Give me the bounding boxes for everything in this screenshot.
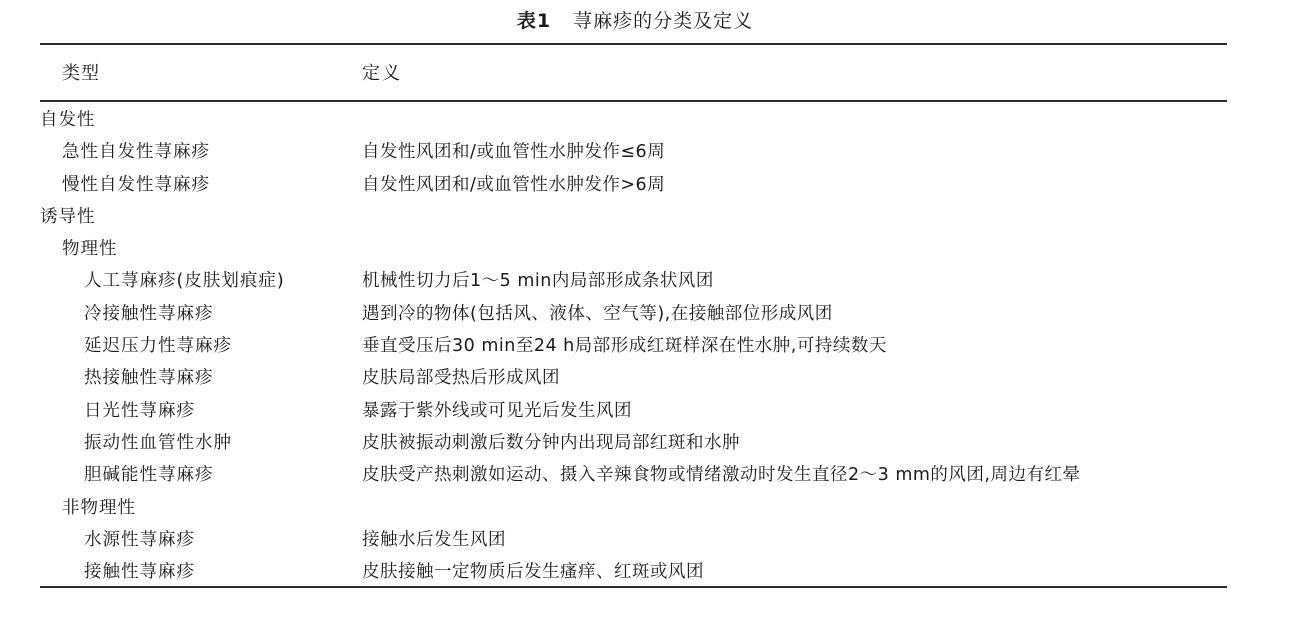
table-row <box>0 330 1310 362</box>
row-type: 诱导性 <box>40 206 96 227</box>
row-definition: 接触水后发生风团 <box>362 529 506 550</box>
row-definition: 自发性风团和/或血管性水肿发作≤6周 <box>362 142 666 163</box>
row-type: 急性自发性荨麻疹 <box>62 142 210 163</box>
table-row <box>0 459 1310 491</box>
row-definition: 机械性切力后1～5 min内局部形成条状风团 <box>362 271 714 292</box>
row-type: 热接触性荨麻疹 <box>84 368 214 389</box>
row-type: 人工荨麻疹(皮肤划痕症) <box>84 271 285 292</box>
row-type: 日光性荨麻疹 <box>84 400 195 421</box>
column-header-type: 类型 <box>62 63 100 84</box>
table-row <box>0 362 1310 394</box>
row-definition: 皮肤局部受热后形成风团 <box>362 368 560 389</box>
table-body <box>0 104 1310 588</box>
table-row <box>0 395 1310 427</box>
table-row <box>0 169 1310 201</box>
row-definition: 皮肤受产热刺激如运动、摄入辛辣食物或情绪激动时发生直径2～3 mm的风团,周边有红晕 <box>362 465 1081 486</box>
row-definition: 自发性风团和/或血管性水肿发作>6周 <box>362 174 666 195</box>
table-row <box>0 233 1310 265</box>
table-row <box>0 427 1310 459</box>
row-type: 振动性血管性水肿 <box>84 432 232 453</box>
row-type: 物理性 <box>62 239 118 260</box>
row-definition: 皮肤被振动刺激后数分钟内出现局部红斑和水肿 <box>362 432 740 453</box>
table-row <box>0 136 1310 168</box>
table-row <box>0 492 1310 524</box>
row-definition: 垂直受压后30 min至24 h局部形成红斑样深在性水肿,可持续数天 <box>362 336 887 357</box>
row-definition: 暴露于紫外线或可见光后发生风团 <box>362 400 632 421</box>
row-type: 自发性 <box>40 110 96 130</box>
table-row <box>0 201 1310 233</box>
row-type: 非物理性 <box>62 497 136 518</box>
column-header-definition: 定义 <box>362 63 402 84</box>
table-row <box>0 265 1310 297</box>
table-row <box>0 104 1310 136</box>
table-caption <box>0 8 1270 34</box>
row-type: 胆碱能性荨麻疹 <box>84 465 214 486</box>
row-definition: 遇到冷的物体(包括风、液体、空气等),在接触部位形成风团 <box>362 303 833 324</box>
row-type: 慢性自发性荨麻疹 <box>62 174 210 195</box>
row-type: 冷接触性荨麻疹 <box>84 303 214 324</box>
row-type: 延迟压力性荨麻疹 <box>84 336 232 357</box>
row-definition: 皮肤接触一定物质后发生瘙痒、红斑或风团 <box>362 562 704 583</box>
top-rule <box>40 43 1227 45</box>
table-row <box>0 298 1310 330</box>
table-title: 荨麻疹的分类及定义 <box>573 10 754 32</box>
bottom-rule <box>40 586 1227 588</box>
table-header <box>0 60 1310 88</box>
header-rule <box>40 100 1227 102</box>
row-type: 水源性荨麻疹 <box>84 529 195 550</box>
table-number: 表1 <box>516 10 552 32</box>
row-type: 接触性荨麻疹 <box>84 562 195 583</box>
table-row <box>0 556 1310 588</box>
table-row <box>0 524 1310 556</box>
